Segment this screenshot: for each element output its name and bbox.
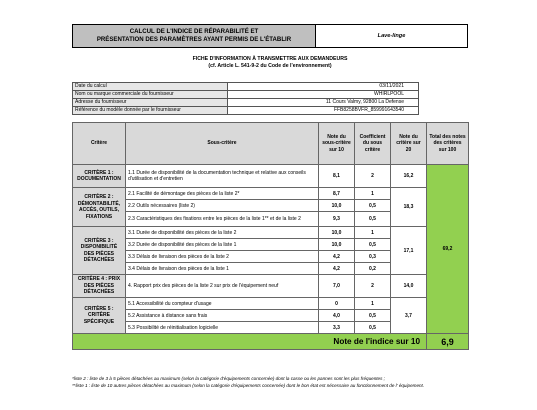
table-row (73, 227, 469, 239)
info-label: Nom ou marque commerciale du fournisseur (73, 91, 228, 99)
product-type: Lave-linge (377, 33, 406, 39)
critere-score-cell: 16,2 (391, 165, 427, 188)
note-cell: 10,0 (319, 227, 355, 239)
coef-cell: 0,5 (355, 200, 391, 212)
critere-score-cell: 17,1 (391, 227, 427, 275)
col-header-note-critere: Note du critère sur 20 (391, 123, 427, 165)
sous-critere-cell: 1.1 Durée de disponibilité de la documentation technique et relative aux conseils d'utilisation et d'entretien (126, 165, 319, 188)
critere-cell: CRITÈRE 1 : DOCUMENTATION (73, 165, 126, 188)
fiche-title (150, 56, 390, 70)
total-score-cell: 69,2 (427, 165, 469, 334)
critere-score-cell: 18,3 (391, 188, 427, 227)
info-row (73, 83, 419, 91)
table-row (73, 165, 469, 188)
footnotes (72, 376, 472, 389)
table-row (73, 298, 469, 310)
sous-critere-cell: 3.1 Durée de disponibilité des pièces de la liste 2 (126, 227, 319, 239)
coef-cell: 1 (355, 188, 391, 200)
footer-row (73, 334, 469, 350)
critere-cell: CRITÈRE 2 : DÉMONTABILITÉ, ACCÈS, OUTILS, FIXATIONS (73, 188, 126, 227)
sous-critere-cell: 3.4 Délais de livraison des pièces de la liste 1 (126, 263, 319, 275)
note-cell: 8,1 (319, 165, 355, 188)
col-header-critere: Critère (73, 123, 126, 165)
coef-cell: 2 (355, 165, 391, 188)
sous-critere-cell: 5.3 Possibilité de réinitialisation logicielle (126, 322, 319, 334)
critere-score-cell: 3,7 (391, 298, 427, 334)
sous-critere-cell: 5.1 Accessibilité du compteur d'usage (126, 298, 319, 310)
header-title-line2: PRÉSENTATION DES PARAMÈTRES AYANT PERMIS DE L'ÉTABLIR (96, 36, 292, 43)
coef-cell: 0,3 (355, 251, 391, 263)
info-label: Date du calcul (73, 83, 228, 91)
critere-cell: CRITÈRE 3 : DISPONIBILITÉ DES PIÈCES DÉTACHÉES (73, 227, 126, 275)
sous-critere-cell: 2.2 Outils nécessaires (liste 2) (126, 200, 319, 212)
sous-critere-cell: 5.2 Assistance à distance sans frais (126, 310, 319, 322)
info-row (73, 99, 419, 107)
critere-score-cell: 14,0 (391, 275, 427, 298)
col-header-note-sous: Note du sous-critère sur 10 (319, 123, 355, 165)
col-header-sous-critere: Sous-critère (126, 123, 319, 165)
critere-cell: CRITÈRE 5 : CRITÈRE SPÉCIFIQUE (73, 298, 126, 334)
note-cell: 10,0 (319, 239, 355, 251)
note-cell: 10,0 (319, 200, 355, 212)
note-cell: 3,3 (319, 322, 355, 334)
fiche-line2: (cf. Article L. 541-9-2 du Code de l'environnement) (208, 63, 332, 69)
sous-critere-cell: 2.3 Caractéristiques des fixations entre les pièces de la liste 1** et de la liste 2 (126, 212, 319, 227)
fiche-line1: FICHE D'INFORMATION À TRANSMETTRE AUX DEMANDEURS (192, 56, 348, 62)
footer-score: 6,9 (427, 334, 469, 350)
info-row (73, 91, 419, 99)
info-value: 11 Cours Valmy, 92800 La Defense (228, 99, 419, 107)
footnote-list1: **liste 1 : liste de 10 autres pièces détachées au maximum (selon la catégorie d'équipements concernée) dont le bon état est nécessaire au fonctionnement de l' équipement. (72, 382, 425, 388)
header-title (73, 25, 316, 47)
info-table (72, 82, 419, 115)
coef-cell: 0,5 (355, 212, 391, 227)
note-cell: 4,2 (319, 263, 355, 275)
info-value: FFB8258BVFR_859991643540 (228, 107, 419, 115)
footer-label: Note de l'indice sur 10 (73, 334, 427, 350)
coef-cell: 0,2 (355, 263, 391, 275)
note-cell: 0 (319, 298, 355, 310)
coef-cell: 2 (355, 275, 391, 298)
info-label: Adresse du fournisseur (73, 99, 228, 107)
coef-cell: 1 (355, 298, 391, 310)
repairability-table (72, 122, 469, 350)
coef-cell: 0,5 (355, 310, 391, 322)
note-cell: 8,7 (319, 188, 355, 200)
coef-cell: 0,5 (355, 322, 391, 334)
table-header-row (73, 123, 469, 165)
sous-critere-cell: 4. Rapport prix des pièces de la liste 2 sur prix de l'équipement neuf (126, 275, 319, 298)
header-title-line1: CALCUL DE L'INDICE DE RÉPARABILITÉ ET (129, 28, 259, 35)
note-cell: 9,3 (319, 212, 355, 227)
info-value: 03/11/2021 (228, 83, 419, 91)
coef-cell: 0,5 (355, 239, 391, 251)
note-cell: 4,0 (319, 310, 355, 322)
table-row (73, 275, 469, 298)
note-cell: 4,2 (319, 251, 355, 263)
col-header-total: Total des notes des critères sur 100 (427, 123, 469, 165)
info-row (73, 107, 419, 115)
sous-critere-cell: 3.3 Délais de livraison des pièces de la liste 2 (126, 251, 319, 263)
note-cell: 7,0 (319, 275, 355, 298)
critere-cell: CRITÈRE 4 : PRIX DES PIÈCES DÉTACHÉES (73, 275, 126, 298)
sous-critere-cell: 3.2 Durée de disponibilité des pièces de la liste 1 (126, 239, 319, 251)
info-label: Référence du modèle donnée par le fournisseur (73, 107, 228, 115)
table-row (73, 188, 469, 200)
info-value: WHIRLPOOL (228, 91, 419, 99)
footnote-list2: *liste 2 : liste de 3 à 5 pièces détachées au maximum (selon la catégorie d'équipements concernée) dont la casse ou les pannes sont les plus fréquentes ; (72, 376, 385, 381)
document-header (72, 24, 468, 48)
col-header-coef: Coefficient du sous critère (355, 123, 391, 165)
coef-cell: 1 (355, 227, 391, 239)
sous-critere-cell: 2.1 Facilité de démontage des pièces de la liste 2* (126, 188, 319, 200)
